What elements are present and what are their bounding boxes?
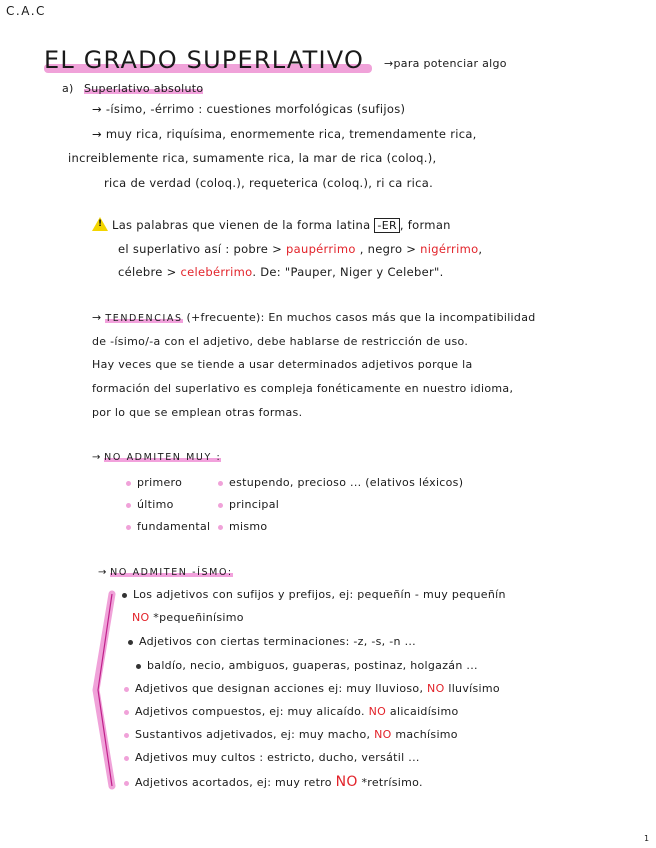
- bullet-icon: [128, 640, 133, 645]
- bullet-icon: [218, 503, 223, 508]
- section-a-heading: Superlativo absoluto: [84, 82, 204, 95]
- bullet-icon: [218, 525, 223, 530]
- list-item-text: Adjetivos muy cultos : estricto, ducho, versátil ...: [135, 751, 420, 764]
- no-muy-col2-item-3: [218, 520, 267, 533]
- warning-line-3: [118, 265, 444, 279]
- no-isimo-item-2: [128, 635, 416, 648]
- warning-red-word-3: celebérrimo: [180, 265, 253, 279]
- no-isimo-heading: [98, 567, 233, 578]
- author-initials: C.A.C: [6, 4, 46, 18]
- tendencias-line-5: por lo que se emplean otras formas.: [92, 406, 303, 419]
- warning-line-2b: , negro >: [359, 242, 417, 256]
- no-muy-heading: [92, 452, 221, 463]
- no-muy-col1-item-2: [126, 498, 174, 511]
- no-isimo-item-7: [124, 751, 420, 764]
- list-item-text: fundamental: [137, 520, 211, 533]
- list-item-text: Adjetivos que designan acciones ej: muy lluvioso,: [135, 682, 424, 695]
- bullet-icon: [126, 525, 131, 530]
- warning-line-1: [92, 217, 451, 232]
- bullet-icon: [124, 781, 129, 786]
- no-marker: NO: [335, 774, 358, 790]
- tendencias-line-1: (+frecuente): En muchos casos más que la incompatibilidad: [186, 311, 536, 324]
- warning-text-1: Las palabras que vienen de la forma latina: [112, 218, 371, 232]
- bullet-icon: [126, 503, 131, 508]
- warning-line-2: [118, 242, 482, 256]
- no-marker: NO: [427, 682, 445, 695]
- warning-line-2c: ,: [478, 242, 483, 256]
- no-isimo-item-5: [124, 705, 459, 718]
- no-marker: NO: [374, 728, 392, 741]
- bullet-icon: [124, 733, 129, 738]
- list-item-text: mismo: [229, 520, 268, 533]
- list-item-text: Los adjetivos con sufijos y prefijos, ej: pequeñín - muy pequeñín: [133, 588, 506, 601]
- bullet-icon: [124, 710, 129, 715]
- list-item-text: Adjetivos compuestos, ej: muy alicaído.: [135, 705, 365, 718]
- warning-line-3b: . De: "Pauper, Niger y Celeber".: [252, 265, 444, 279]
- warning-red-word-1: paupérrimo: [286, 242, 356, 256]
- tendencias-line-3: Hay veces que se tiende a usar determinados adjetivos porque la: [92, 358, 473, 371]
- list-item-text: último: [137, 498, 174, 511]
- list-item-text: Adjetivos con ciertas terminaciones: -z, -s, -n ...: [139, 635, 416, 648]
- bullet-icon: [124, 687, 129, 692]
- bullet-icon: [218, 481, 223, 486]
- bullet-icon: [122, 593, 127, 598]
- page-title: EL GRADO SUPERLATIVO: [44, 46, 365, 74]
- no-isimo-item-4: [124, 682, 500, 695]
- warning-text-2: , forman: [399, 218, 451, 232]
- no-isimo-item-6: [124, 728, 458, 741]
- tendencias-line-4: formación del superlativo es compleja fonéticamente en nuestro idioma,: [92, 382, 514, 395]
- title-block: [44, 46, 372, 72]
- arrow-icon: →: [98, 567, 107, 578]
- no-isimo-label: NO ADMITEN -ÍSMO:: [110, 567, 233, 578]
- tendencias-line-2: de -ísimo/-a con el adjetivo, debe hablarse de restricción de uso.: [92, 335, 469, 348]
- arrow-icon: →: [92, 452, 101, 463]
- no-muy-col1-item-1: [126, 476, 182, 489]
- no-isimo-item-1-cont: [132, 611, 244, 624]
- list-item-text: principal: [229, 498, 280, 511]
- page-number: 1: [644, 834, 650, 843]
- title-side-note: →para potenciar algo: [384, 57, 507, 70]
- pink-bracket-icon: [86, 590, 116, 790]
- warning-line-3a: célebre >: [118, 265, 177, 279]
- no-marker: NO: [368, 705, 387, 718]
- tendencias-label: TENDENCIAS: [105, 313, 183, 324]
- no-muy-col2-item-2: [218, 498, 279, 511]
- section-a-line-2: → muy rica, riquísima, enormemente rica, tremendamente rica,: [92, 127, 477, 141]
- warning-icon: [92, 217, 108, 231]
- list-item-text: Adjetivos acortados, ej: muy retro: [135, 776, 332, 789]
- no-muy-col2-item-1: [218, 476, 463, 489]
- no-muy-label: NO ADMITEN MUY :: [104, 452, 222, 463]
- no-isimo-item-1: [122, 588, 506, 601]
- warning-boxed-suffix: -ER: [374, 218, 399, 233]
- list-item-text: estupendo, precioso ... (elativos léxicos): [229, 476, 464, 489]
- list-item-text: *pequeñinísimo: [153, 611, 244, 624]
- section-a-line-4: rica de verdad (coloq.), requetericа (coloq.), ri ca rica.: [104, 176, 434, 190]
- section-a-label: a): [62, 82, 74, 95]
- arrow-icon: →: [92, 311, 102, 324]
- list-item-text: Sustantivos adjetivados, ej: muy macho,: [135, 728, 371, 741]
- list-item-text: baldío, necio, ambiguos, guaperas, postinaz, holgazán ...: [147, 659, 478, 672]
- bullet-icon: [126, 481, 131, 486]
- no-isimo-item-3: [136, 659, 478, 672]
- list-item-text: lluvísimo: [448, 682, 500, 695]
- warning-red-word-2: nigérrimo: [420, 242, 479, 256]
- warning-line-2a: el superlativo así : pobre >: [118, 242, 283, 256]
- list-item-text: *retrísimo.: [361, 776, 423, 789]
- no-isimo-item-8: [124, 774, 423, 790]
- tendencias-first-line: [92, 311, 536, 324]
- section-a-line-1: → -ísimo, -érrimo : cuestiones morfológicas (sufijos): [92, 102, 406, 116]
- bullet-icon: [136, 664, 141, 669]
- no-marker: NO: [132, 611, 150, 624]
- list-item-text: alicaidísimo: [389, 705, 459, 718]
- no-muy-col1-item-3: [126, 520, 210, 533]
- bullet-icon: [124, 756, 129, 761]
- list-item-text: primero: [137, 476, 183, 489]
- list-item-text: machísimo: [395, 728, 458, 741]
- section-a-line-3: increiblemente rica, sumamente rica, la mar de rica (coloq.),: [68, 151, 437, 165]
